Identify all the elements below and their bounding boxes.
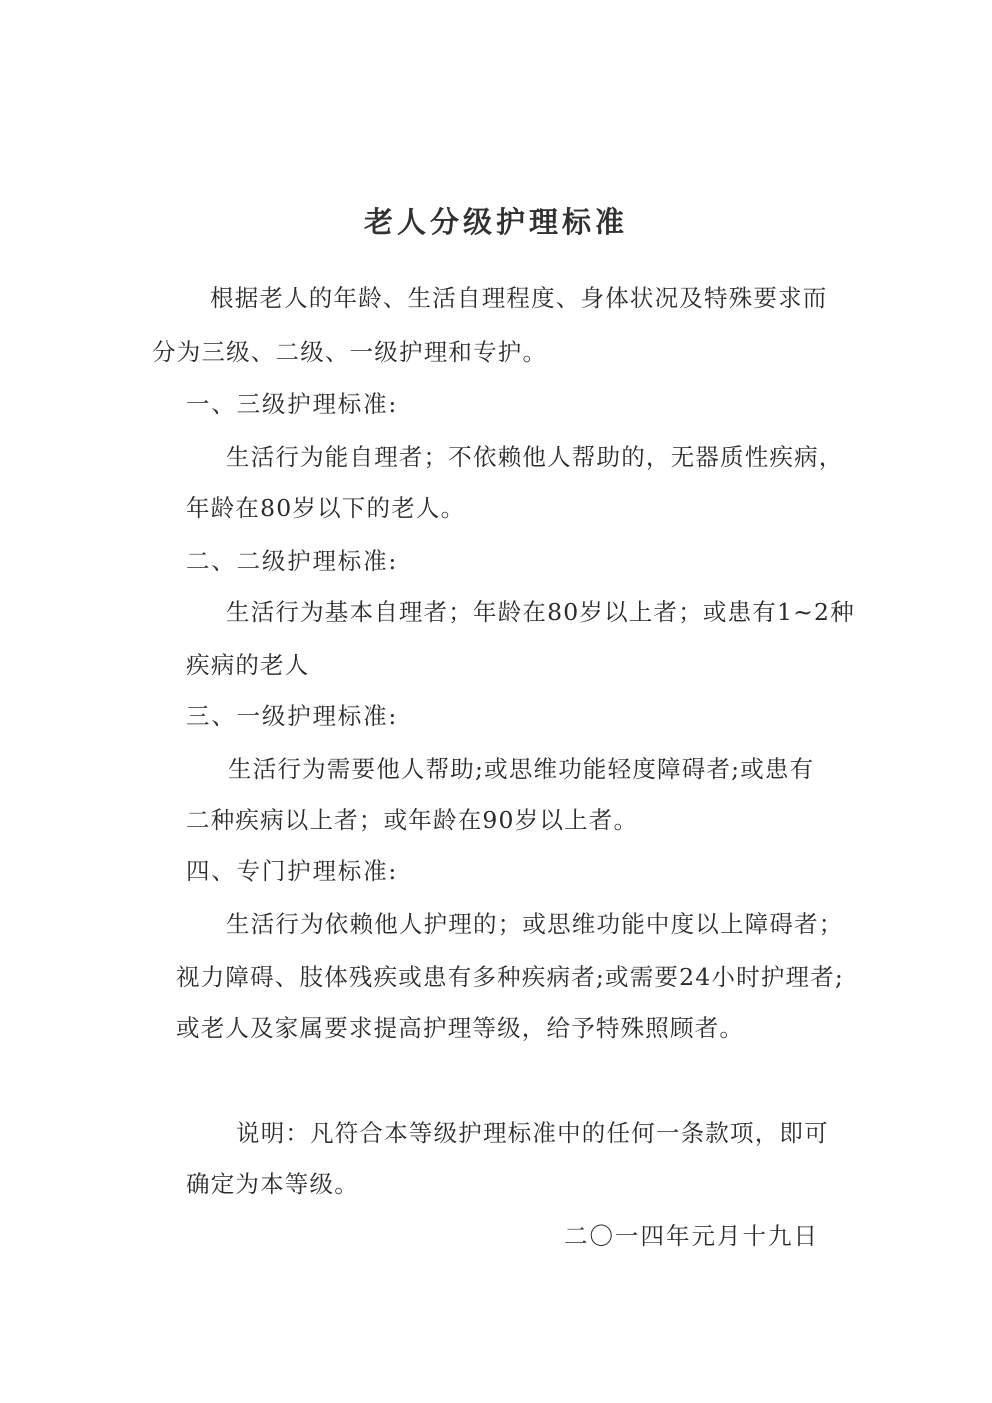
section-text: 视力障碍、肢体残疾或患有多种疾病者;或需要24小时护理者;: [176, 963, 845, 991]
section-text: 或老人及家属要求提高护理等级，给予特殊照顾者。: [176, 1014, 745, 1042]
section-text: 生活行为依赖他人护理的；或思维功能中度以上障碍者；: [226, 910, 844, 938]
section-heading-special: 四、专门护理标准:: [186, 857, 399, 885]
note-line-1: 说明：凡符合本等级护理标准中的任何一条款项，即可: [236, 1119, 829, 1147]
section-text: 生活行为基本自理者；年龄在80岁以上者；或患有1~2种: [226, 598, 855, 626]
section-heading-level-1: 三、一级护理标准:: [186, 702, 399, 730]
intro-line-1: 根据老人的年龄、生活自理程度、身体状况及特殊要求而: [210, 284, 828, 312]
intro-line-2: 分为三级、二级、一级护理和专护。: [152, 338, 548, 366]
document-date: 二〇一四年元月十九日: [564, 1222, 819, 1250]
section-text: 年龄在80岁以下的老人。: [186, 494, 466, 522]
section-text: 生活行为能自理者；不依赖他人帮助的，无器质性疾病，: [226, 443, 844, 471]
section-text: 二种疾病以上者；或年龄在90岁以上者。: [186, 806, 639, 834]
document-title: 老人分级护理标准: [363, 205, 628, 239]
note-line-2: 确定为本等级。: [186, 1170, 359, 1198]
section-heading-level-2: 二、二级护理标准:: [186, 547, 399, 575]
section-text: 生活行为需要他人帮助;或思维功能轻度障碍者;或患有: [228, 755, 815, 783]
section-heading-level-3: 一、三级护理标准:: [186, 390, 399, 418]
section-text: 疾病的老人: [186, 651, 310, 679]
